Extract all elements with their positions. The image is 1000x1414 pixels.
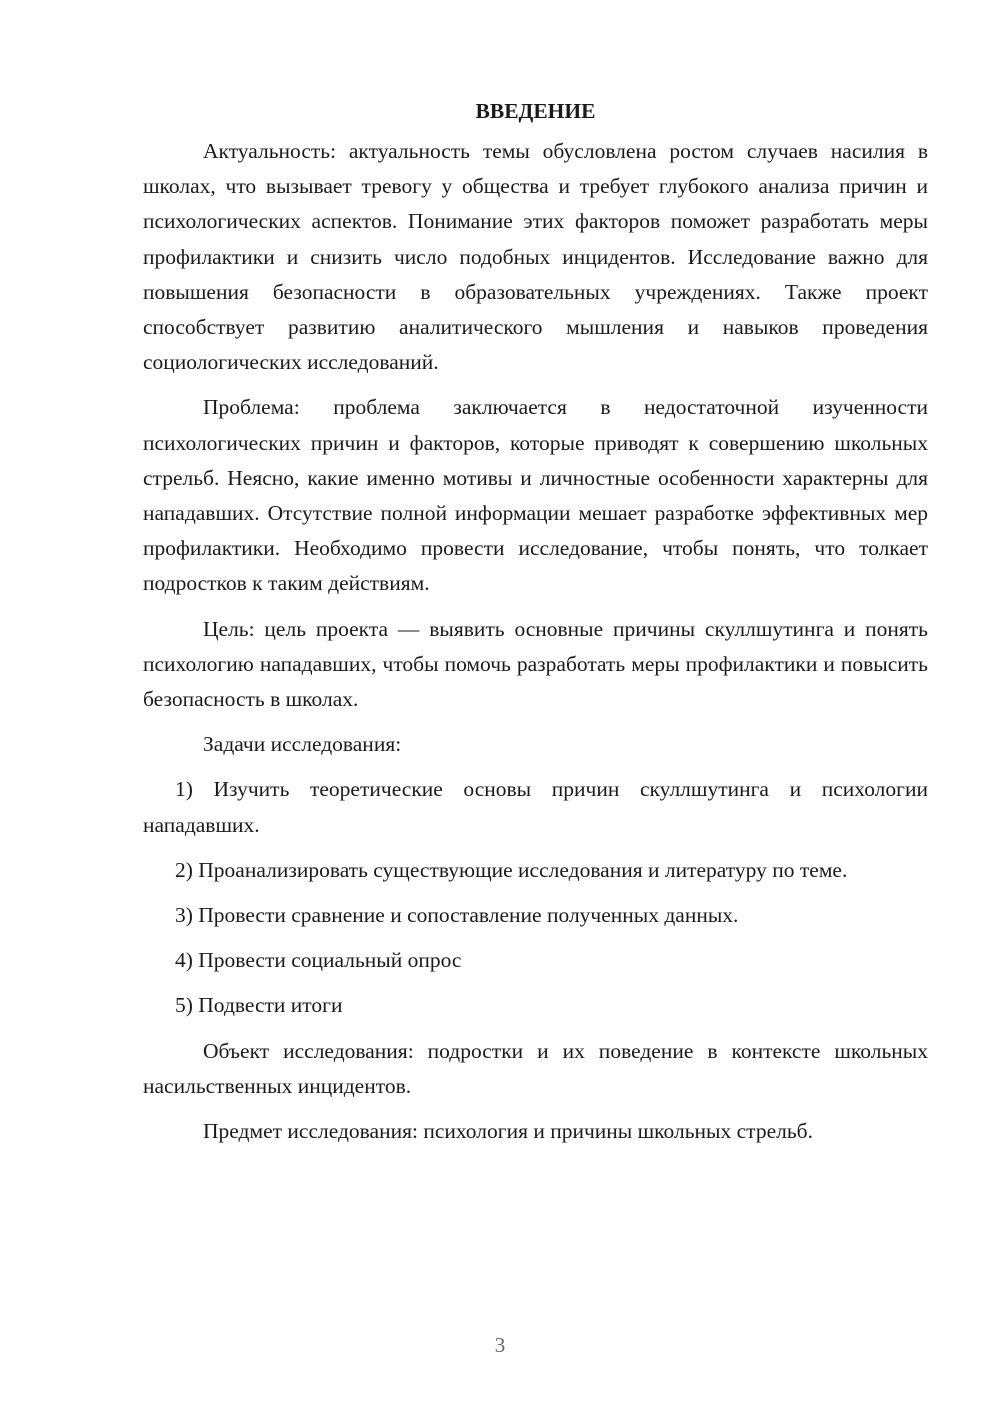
problem-paragraph: Проблема: проблема заключается в недостаточной изученности психологических причин и факторов, которые приводят к совершению школьных стрельб. Неясно, какие именно мотивы и личностные особенности характерны для нападавших. Отсутствие полной информации мешает разработке эффективных мер профилактики. Необходимо провести исследование, чтобы понять, что толкает подростков к таким действиям.	[143, 395, 928, 596]
page-number: 3	[494, 1333, 506, 1357]
task-item: 5) Подвести итоги	[175, 993, 343, 1018]
subject-paragraph: Предмет исследования: психология и причины школьных стрельб.	[203, 1119, 813, 1144]
relevance-paragraph: Актуальность: актуальность темы обусловлена ростом случаев насилия в школах, что вызывает тревогу у общества и требует глубокого анализа причин и психологических аспектов. Понимание этих факторов поможет разработать меры профилактики и снизить число подобных инцидентов. Исследование важно для повышения безопасности в образовательных учреждениях. Также проект способствует развитию аналитического мышления и навыков проведения социологических исследований.	[143, 139, 928, 375]
tasks-heading: Задачи исследования:	[203, 732, 402, 757]
object-paragraph: Объект исследования: подростки и их поведение в контексте школьных насильственных инцидентов.	[143, 1038, 928, 1098]
task-item: 4) Провести социальный опрос	[175, 948, 462, 973]
task-item: 1) Изучить теоретические основы причин скуллшутинга и психологии нападавших.	[143, 777, 928, 837]
page-title: ВВЕДЕНИЕ	[475, 99, 596, 123]
document-page	[143, 96, 928, 1159]
task-item: 2) Проанализировать существующие исследования и литературу по теме.	[175, 857, 848, 882]
goal-paragraph: Цель: цель проекта — выявить основные причины скуллшутинга и понять психологию нападавших, чтобы помочь разработать меры профилактики и повысить безопасность в школах.	[143, 616, 928, 712]
task-item: 3) Провести сравнение и сопоставление полученных данных.	[175, 903, 739, 928]
